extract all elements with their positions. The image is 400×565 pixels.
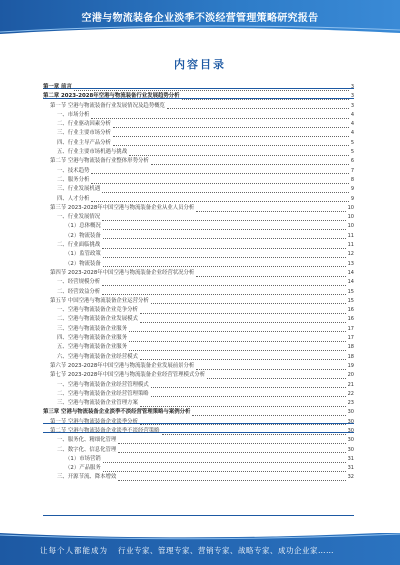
toc-entry[interactable]	[43, 185, 354, 194]
toc-entry-title: 第一节 空港与物流装备企业淡季分析	[50, 418, 138, 425]
toc-entry-page: 18	[347, 344, 354, 351]
toc-entry-page: 19	[347, 362, 354, 369]
toc-entry[interactable]	[43, 418, 354, 427]
toc-entry-title: 二、服务分析	[57, 176, 90, 183]
toc-entry-page: 32	[347, 474, 354, 481]
toc-entry[interactable]	[43, 278, 354, 287]
toc-entry-page: 30	[347, 418, 354, 425]
toc-entry-title: 一、经营规模分析	[57, 279, 101, 286]
toc-entry-title: 四、人才分析	[57, 195, 90, 202]
toc-entry-title: 第四节 2023-2028年中国空港与物流装备企业经营状况分析	[50, 269, 195, 276]
toc-leader-dots	[113, 140, 349, 146]
toc-entry[interactable]	[43, 213, 354, 222]
toc-entry-title: 三、行业发展机遇	[57, 186, 101, 193]
toc-leader-dots	[103, 457, 346, 463]
toc-entry[interactable]	[43, 167, 354, 176]
toc-leader-dots	[91, 113, 348, 119]
toc-entry-title: （2）物流装备	[65, 260, 101, 267]
toc-entry[interactable]	[43, 455, 354, 464]
toc-leader-dots	[151, 159, 349, 165]
toc-entry[interactable]	[43, 334, 354, 343]
table-of-contents	[43, 83, 354, 483]
toc-entry-title: （1）市场营销	[65, 455, 101, 462]
toc-leader-dots	[91, 168, 348, 174]
toc-heading: 内容目录	[174, 58, 226, 71]
toc-leader-dots	[118, 475, 345, 481]
toc-entry-page: 22	[347, 390, 354, 397]
footer-banner	[0, 533, 400, 565]
toc-entry-page: 10	[347, 214, 354, 221]
toc-entry-title: 三、开源节流、降本增效	[57, 474, 117, 481]
toc-leader-dots	[151, 382, 346, 388]
toc-entry-title: 五、空港与物流装备企业服务	[57, 344, 128, 351]
toc-leader-dots	[129, 345, 346, 351]
toc-leader-dots	[118, 447, 345, 453]
toc-entry-page: 31	[347, 455, 354, 462]
toc-entry-page: 23	[347, 400, 354, 407]
toc-entry-title: 第五节 中国空港与物流装备企业运营分析	[50, 297, 149, 304]
toc-entry-title: 第二节 空港与物流装备行业整体形势分析	[50, 158, 149, 165]
toc-entry[interactable]	[43, 120, 354, 129]
toc-divider	[43, 515, 354, 516]
toc-entry-title: 二、空港与物流装备企业经营管理策略	[57, 390, 149, 397]
toc-leader-dots	[196, 364, 345, 370]
toc-entry-page: 9	[350, 186, 354, 193]
toc-entry-title: 一、行业发展情况	[57, 214, 101, 221]
toc-entry[interactable]	[43, 204, 354, 213]
toc-leader-dots	[140, 308, 346, 314]
toc-entry-page: 18	[347, 353, 354, 360]
toc-entry[interactable]	[43, 436, 354, 445]
toc-entry-page: 11	[347, 232, 354, 239]
toc-leader-dots	[162, 429, 346, 435]
toc-entry[interactable]	[43, 195, 354, 204]
toc-leader-dots	[167, 103, 349, 109]
toc-entry[interactable]	[43, 232, 354, 241]
toc-entry[interactable]	[43, 399, 354, 408]
toc-entry[interactable]	[43, 362, 354, 371]
toc-entry-title: 二、空港与物流装备企业发展模式	[57, 316, 138, 323]
toc-entry-page: 5	[350, 139, 354, 146]
toc-leader-dots	[192, 410, 345, 416]
toc-leader-dots	[182, 94, 349, 100]
toc-entry-page: 15	[347, 297, 354, 304]
toc-entry[interactable]	[43, 129, 354, 138]
toc-leader-dots	[196, 271, 345, 277]
toc-entry-page: 31	[347, 465, 354, 472]
toc-entry[interactable]	[43, 371, 354, 380]
toc-entry-title: 二、经营效益分析	[57, 288, 101, 295]
toc-entry[interactable]	[43, 250, 354, 259]
toc-entry-page: 8	[350, 176, 354, 183]
toc-leader-dots	[113, 122, 349, 128]
toc-leader-dots	[129, 150, 349, 156]
toc-leader-dots	[74, 85, 349, 91]
toc-entry-title: 一、技术趋势	[57, 167, 90, 174]
toc-entry[interactable]	[43, 288, 354, 297]
toc-entry[interactable]	[43, 343, 354, 352]
toc-entry[interactable]	[43, 92, 354, 101]
toc-entry-page: 20	[347, 372, 354, 379]
toc-entry-page: 10	[347, 204, 354, 211]
toc-entry-page: 4	[350, 111, 354, 118]
toc-entry-page: 17	[347, 335, 354, 342]
toc-entry-page: 15	[347, 288, 354, 295]
toc-entry[interactable]	[43, 306, 354, 315]
toc-entry[interactable]	[43, 381, 354, 390]
toc-entry-title: 第六节 2023-2028年中国空港与物流装备企业发展前景分析	[50, 362, 195, 369]
toc-leader-dots	[103, 233, 346, 239]
toc-entry[interactable]	[43, 297, 354, 306]
toc-entry-title: （2）物流装备	[65, 232, 101, 239]
toc-entry-title: 第三节 2023-2028年中国空港与物流装备企业从业人员分析	[50, 204, 195, 211]
toc-entry-title: 第二章 2023-2028年空港与物流装备行业发展趋势分析	[43, 93, 180, 100]
toc-leader-dots	[102, 215, 345, 221]
toc-entry[interactable]	[43, 148, 354, 157]
toc-entry-title: 第七节 2023-2028年中国空港与物流装备企业经营管理模式分析	[50, 372, 206, 379]
toc-leader-dots	[102, 187, 349, 193]
toc-entry-title: 一、服务化、精细化管理	[57, 437, 117, 444]
toc-leader-dots	[103, 466, 346, 472]
toc-entry[interactable]	[43, 102, 354, 111]
toc-entry-title: 三、行业主要市场分析	[57, 130, 111, 137]
toc-leader-dots	[129, 326, 346, 332]
toc-entry-page: 30	[347, 437, 354, 444]
toc-entry-title: 一、空港与物流装备企业竞争分析	[57, 307, 138, 314]
header-title: 空港与物流装备企业淡季不淡经营管理策略研究报告	[81, 13, 319, 24]
toc-leader-dots	[118, 438, 345, 444]
toc-leader-dots	[91, 178, 348, 184]
toc-entry-page: 11	[347, 242, 354, 249]
toc-entry[interactable]	[43, 241, 354, 250]
toc-entry-title: 第一章 前言	[43, 84, 72, 90]
toc-entry[interactable]	[43, 353, 354, 362]
toc-leader-dots	[102, 289, 345, 295]
toc-entry-page: 14	[347, 279, 354, 286]
toc-entry[interactable]	[43, 473, 354, 482]
toc-entry-title: 一、空港与物流装备企业经营管理模式	[57, 381, 149, 388]
toc-entry-page: 10	[347, 223, 354, 230]
toc-entry-page: 17	[347, 325, 354, 332]
toc-entry-title: （1）总体概况	[65, 223, 101, 230]
toc-leader-dots	[151, 391, 346, 397]
toc-entry[interactable]	[43, 176, 354, 185]
toc-entry-page: 16	[347, 307, 354, 314]
toc-leader-dots	[207, 373, 346, 379]
toc-entry[interactable]	[43, 390, 354, 399]
toc-leader-dots	[140, 354, 346, 360]
toc-leader-dots	[103, 252, 346, 258]
toc-entry-title: 三、空港与物流装备企业管理方案	[57, 400, 138, 407]
toc-leader-dots	[103, 261, 346, 267]
toc-leader-dots	[102, 243, 345, 249]
toc-entry-page: 21	[347, 381, 354, 388]
toc-entry-page: 3	[350, 93, 354, 100]
toc-entry[interactable]	[43, 111, 354, 120]
toc-leader-dots	[140, 419, 346, 425]
toc-entry[interactable]	[43, 446, 354, 455]
toc-entry-title: （2）产品服务	[65, 465, 101, 472]
toc-entry[interactable]	[43, 260, 354, 269]
toc-entry[interactable]	[43, 408, 354, 417]
toc-entry-title: 六、空港与物流装备企业经营模式	[57, 353, 138, 360]
header-banner	[0, 0, 400, 34]
toc-entry[interactable]	[43, 427, 354, 436]
toc-entry-page: 6	[350, 158, 354, 165]
toc-entry[interactable]	[43, 315, 354, 324]
toc-leader-dots	[129, 336, 346, 342]
toc-entry-page: 30	[347, 427, 354, 434]
toc-entry-page: 16	[347, 316, 354, 323]
toc-entry[interactable]	[43, 222, 354, 231]
toc-entry-page: 7	[350, 167, 354, 174]
toc-entry-title: 一、市场分析	[57, 111, 90, 118]
toc-entry-title: 第三章 空港与物流装备企业淡季不淡经营管理策略与案例分析	[43, 409, 191, 416]
toc-entry-page: 3	[350, 84, 354, 90]
toc-entry-page: 30	[347, 409, 354, 416]
toc-entry-page: 4	[350, 121, 354, 128]
toc-leader-dots	[196, 206, 345, 212]
toc-leader-dots	[151, 298, 346, 304]
toc-entry-title: 二、数字化、信息化管理	[57, 446, 117, 453]
toc-leader-dots	[103, 224, 346, 230]
toc-entry-title: 五、行业主要市场机遇与挑战	[57, 149, 128, 156]
toc-entry-page: 4	[350, 130, 354, 137]
toc-entry-title: 二、行业驱动因素分析	[57, 121, 111, 128]
toc-entry-page: 9	[350, 195, 354, 202]
toc-entry-page: 13	[347, 260, 354, 267]
toc-entry-page: 3	[350, 102, 354, 109]
toc-entry-page: 30	[347, 446, 354, 453]
toc-entry-title: 第一节 空港与物流装备行业发展情况及趋势概览	[50, 102, 165, 109]
toc-leader-dots	[102, 280, 345, 286]
toc-entry[interactable]	[43, 325, 354, 334]
toc-entry-title: 二、行业面临挑战	[57, 242, 101, 249]
toc-entry-page: 5	[350, 149, 354, 156]
toc-entry-title: 四、空港与物流装备企业服务	[57, 335, 128, 342]
toc-entry-title: （1）监管政策	[65, 251, 101, 258]
toc-leader-dots	[140, 401, 346, 407]
toc-entry-page: 14	[347, 269, 354, 276]
footer-slogan-left: 让每个人都能成为	[40, 546, 108, 555]
toc-entry-page: 12	[347, 251, 354, 258]
toc-leader-dots	[113, 131, 349, 137]
toc-entry[interactable]	[43, 464, 354, 473]
toc-entry[interactable]	[43, 157, 354, 166]
toc-entry[interactable]	[43, 139, 354, 148]
header-swoosh-decoration	[0, 24, 400, 34]
toc-leader-dots	[140, 317, 346, 323]
toc-entry-title: 第二节 空港与物流装备企业淡季不淡经营策略	[50, 427, 160, 434]
toc-entry-title: 四、行业主导产品分析	[57, 139, 111, 146]
toc-entry-title: 三、空港与物流装备企业服务	[57, 325, 128, 332]
toc-entry[interactable]	[43, 83, 354, 92]
toc-entry[interactable]	[43, 269, 354, 278]
toc-leader-dots	[91, 196, 348, 202]
footer-swoosh-decoration	[0, 533, 400, 541]
footer-slogan-right: 行业专家、管理专家、营销专家、战略专家、成功企业家……	[118, 546, 334, 555]
